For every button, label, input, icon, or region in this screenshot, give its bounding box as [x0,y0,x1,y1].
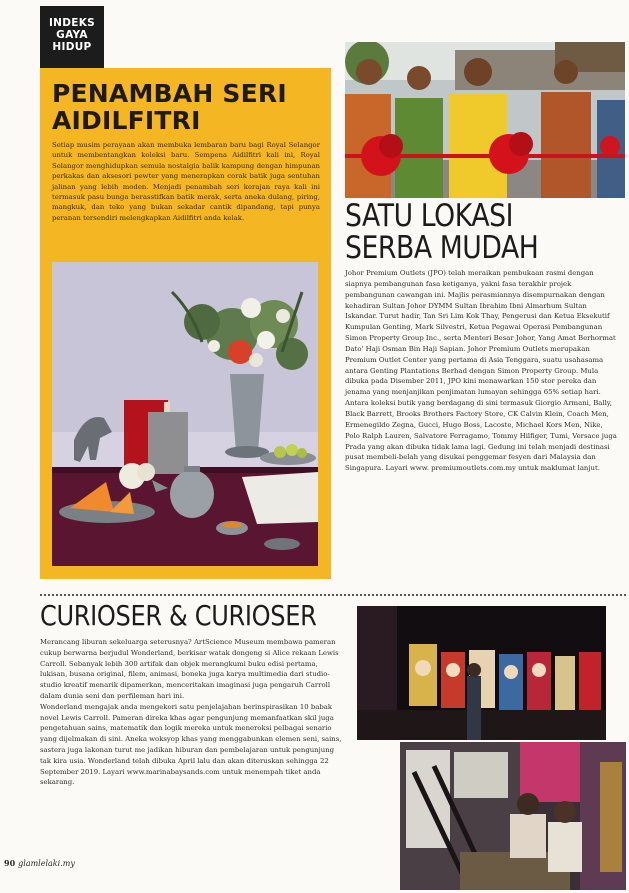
wonderland-kids-photo [400,742,626,890]
curioser-paragraph-1: Merancang liburan sekeluarga seterusnya? ArtScience Museum membawa pameran cukup berwarna berjudul Wonderland, berkisar watak dongeng si Alice rekaan Lewis Carroll. Sebanyak lebih 300 artifak dan objek merangkumi buku edisi pertama, lukisan, busana original, filem, animasi, boneka juga karya multimedia dari studio-studio kreatif menarik dipamerkan, menceritakan imaginasi juga pengaruh Carroll dalam dunia seni dan perfileman hari ini. [40,638,339,700]
page-footer [4,858,75,868]
page-number: 90 [4,858,16,868]
lokasi-title-line2: SERBA MUDAH [345,230,539,266]
lokasi-title [345,200,586,264]
curioser-title: CURIOSER & CURIOSER [40,599,317,632]
section-tag [40,6,104,68]
wonderland-exhibit-photo [357,606,606,740]
curioser-paragraph-2: Wonderland mengajak anda mengekori satu penjelajahan berinspirasikan 10 babak novel Lewis Carroll. Pameran direka khas agar pengunjung memanfaatkan skil juga pengetahuan sains, matematik dan logik mereka untuk meneroksi pelbagai senario yang dijelmakan di sini. Aneka woksyop khas yang menggabunkan elemen seni, sains, sastera juga lakonan turut me jadikan hiburan dan pembelajaran untuk pengunjung tak kira usia. Wonderland telah dibuka April lalu dan akan diteruskan sehingga 22 September 2019. Layari www.marinabaysands.com untuk menempah tiket anda sekarang. [40,702,342,787]
section-tag-line2: GAYA [56,29,88,41]
aidilfitri-body: Setiap musim perayaan akan membuka lembaran baru bagi Royal Selangor untuk membentangkan koleksi baru. Sempena Aidilfitri kali ini, Royal Selangor menghidupkan semula nostalgia balik kampung dengan himpunan perkakas dan aksesori pewter yang menerapkan corak batik juga sentuhan jalinan yang lebih moden. Menjadi penambah seri kerajan raya kali ini termasuk pasu bunga berasstifkan batik merak, serta aneka dulang, piring, mangkuk, dan teko yang bukan sekadar cantik dipandang, tapi punya peranan tersendiri melengkapkan Aidilfitri anda kelak. [52,141,320,222]
aidilfitri-title: PENAMBAH SERI AIDILFITRI [52,79,287,135]
section-divider [40,594,626,596]
pewter-still-life-photo [52,262,318,566]
lokasi-title-line1: SATU LOKASI [345,198,514,234]
jpo-opening-ceremony-photo [345,42,625,198]
magazine-url: glamlelaki.my [18,859,75,868]
curioser-body [40,637,347,788]
section-tag-line1: INDEKS [48,17,96,29]
section-tag-line3: HIDUP [52,41,92,53]
lokasi-body: Johor Premium Outlets (JPO) telah meraikan pembukaan rasmi dengan siapnya pembangunan fasa ketiganya, yakni fasa terakhir projek pembangunan cawangan ini. Majlis perasmiannya disempurnakan dengan kehadiran Sultan Johor DYMM Sultan Ibrahim Ibni Almarhum Sultan Iskandar. Turut hadir, Tan Sri Lim Kok Thay, Pengerusi dan Ketua Eksekutif Kumpulan Genting, Mark Silvestri, Ketua Pegawai Operasi Pembangunan Simon Property Group Inc., serta Menteri Besar Johor, Yang Amat Berhormat Dato' Haji Osman Bin Haji Sapian. Johor Premium Outlets merupakan Premium Outlet Center yang pertama di Asia Tenggara, suatu usahasama antara Genting Plantations Berhad dengan Simon Property Group. Mula dibuka pada Disember 2011, JPO kini menawarkan 150 stor pereka dan jenama yang menjanjikan penjimatan lumayan sehingga 65% setiap hari. Antara koleksi butik yang berdagang di sini termasuk Giorgio Armani, Bally, Black Barrett, Brooks Brothers Factory Store, CK Calvin Klein, Coach Men, Ermenegildo Zegna, Gucci, Hugo Boss, Lacoste, Michael Kors Men, Nike, Polo Ralph Lauren, Salvatore Ferragamo, Tommy Hilfiger, Tumi, Versace juga Prada yang akan dibuka tidak lama lagi. Gedung ini telah menjadi destinasi pusat membeli-belah yang disukai penggemar fesyen dari Malaysia dan Singapura. Layari www. premiumoutlets.com.my untuk maklumat lanjut. [345,269,617,473]
